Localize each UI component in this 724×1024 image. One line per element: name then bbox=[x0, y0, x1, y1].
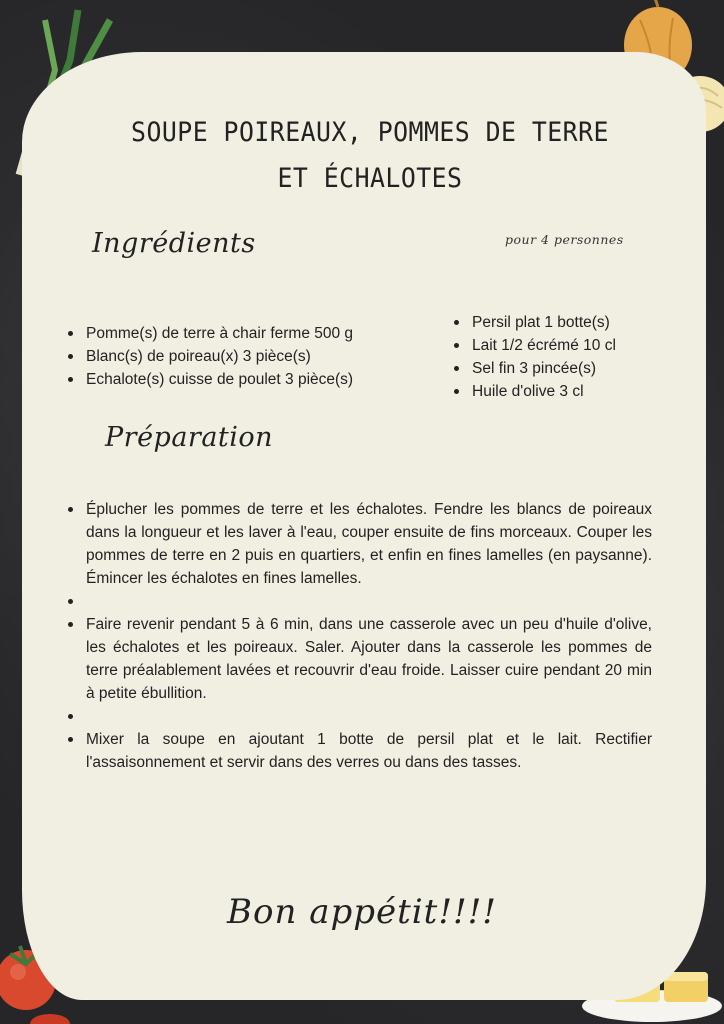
ingredients-list-right bbox=[452, 311, 682, 403]
recipe-title-line-1: SOUPE POIREAUX, POMMES DE TERRE bbox=[131, 117, 609, 148]
recipe-title-line-2: ET ÉCHALOTES bbox=[277, 163, 463, 194]
ingredients-heading: Ingrédients bbox=[92, 228, 256, 259]
preparation-heading: Préparation bbox=[105, 422, 274, 453]
ingredient-item: Blanc(s) de poireau(x) 3 pièce(s) bbox=[66, 345, 426, 368]
ingredient-item: Sel fin 3 pincée(s) bbox=[452, 357, 682, 380]
recipe-title bbox=[94, 110, 646, 202]
empty-bullet bbox=[66, 705, 652, 728]
closing-text: Bon appétit!!!! bbox=[227, 892, 497, 932]
preparation-step: Mixer la soupe en ajoutant 1 botte de persil plat et le lait. Rectifier l'assaisonnement et servir dans des verres ou dans des tasses. bbox=[66, 728, 652, 774]
ingredient-item: Echalote(s) cuisse de poulet 3 pièce(s) bbox=[66, 368, 426, 391]
ingredient-item: Pomme(s) de terre à chair ferme 500 g bbox=[66, 322, 426, 345]
empty-bullet bbox=[66, 590, 652, 613]
ingredient-item: Huile d'olive 3 cl bbox=[452, 380, 682, 403]
preparation-step: Faire revenir pendant 5 à 6 min, dans une casserole avec un peu d'huile d'olive, les échalotes et les poireaux. Saler. Ajouter dans la casserole les pommes de terre préalablement lavées et recouvrir d'eau froide. Laisser cuire pendant 20 min à petite ébullition. bbox=[66, 613, 652, 705]
preparation-steps bbox=[66, 498, 652, 774]
ingredients-list-left bbox=[66, 322, 426, 391]
preparation-step: Éplucher les pommes de terre et les échalotes. Fendre les blancs de poireaux dans la longueur et les laver à l'eau, couper ensuite de fins morceaux. Couper les pommes de terre en 2 puis en quartiers, et enfin en fines lamelles (en paysanne). Émincer les échalotes en fines lamelles. bbox=[66, 498, 652, 590]
ingredient-item: Lait 1/2 écrémé 10 cl bbox=[452, 334, 682, 357]
ingredient-item: Persil plat 1 botte(s) bbox=[452, 311, 682, 334]
servings-note: pour 4 personnes bbox=[505, 232, 624, 247]
